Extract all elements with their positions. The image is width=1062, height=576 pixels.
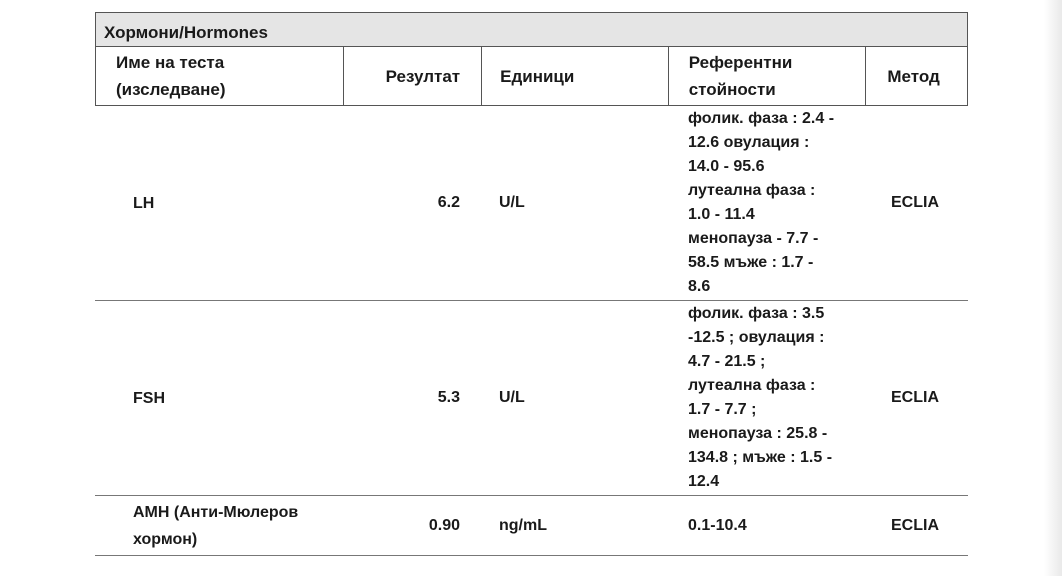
column-header-units: Единици (481, 47, 668, 105)
column-header-method: Метод (865, 47, 967, 105)
result-units: U/L (499, 389, 525, 406)
table-row (95, 301, 968, 496)
reference-range: 0.1-10.4 (688, 516, 747, 534)
test-method: ECLIA (891, 194, 939, 211)
table-row (95, 496, 968, 556)
column-header-reference: Референтни стойности (668, 47, 866, 105)
table-header-row (95, 46, 968, 106)
column-header-result: Резултат (343, 47, 481, 105)
result-value: 0.90 (428, 516, 460, 534)
table-row (95, 106, 968, 301)
result-units: ng/mL (499, 516, 547, 534)
reference-range: фолик. фаза : 2.4 - 12.6 овулация : 14.0 - 95.6 лутеална фаза : 1.0 - 11.4 менопауза - 7.7 - 58.5 мъже : 1.7 - 8.6 (688, 110, 835, 295)
column-header-test-name: Име на теста (изследване) (116, 53, 226, 99)
test-method: ECLIA (891, 516, 939, 534)
result-value: 5.3 (437, 389, 460, 406)
result-value: 6.2 (437, 194, 460, 211)
test-method: ECLIA (891, 389, 939, 406)
section-title: Хормони/Hormones (95, 12, 968, 46)
result-units: U/L (499, 194, 525, 211)
test-name: FSH (133, 389, 165, 407)
reference-range: фолик. фаза : 3.5 -12.5 ; овулация : 4.7 - 21.5 ; лутеална фаза : 1.7 - 7.7 ; менопауза : 25.8 - 134.8 ; мъже : 1.5 - 12.4 (688, 305, 833, 490)
test-name: AMH (Анти-Мюлеров хормон) (133, 503, 299, 548)
hormones-results-table (95, 12, 968, 556)
test-name: LH (133, 194, 155, 212)
page-edge-shadow (1044, 0, 1062, 576)
